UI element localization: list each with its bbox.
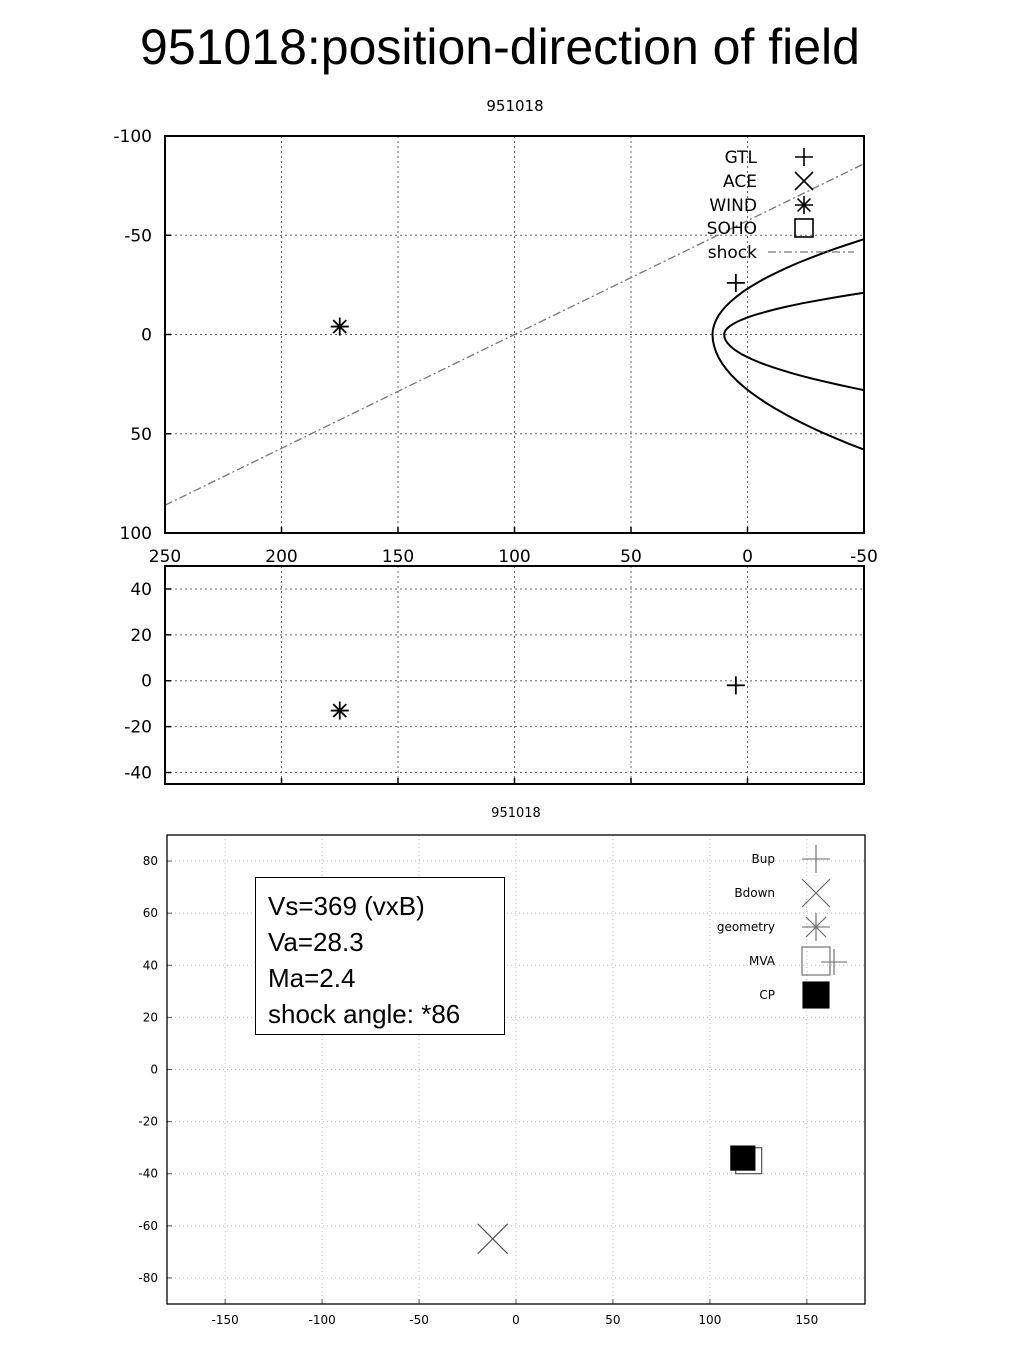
chart1-xtick-label: 200 — [265, 547, 298, 567]
chart3-legend-label: CP — [759, 988, 775, 1002]
chart3-legend-marker — [802, 947, 830, 975]
chart3-xtick-label: -150 — [211, 1313, 239, 1327]
chart3-xtick-label: 0 — [512, 1313, 520, 1327]
chart1-ytick-label: 0 — [141, 325, 152, 346]
chart3-legend-label: Bup — [751, 852, 775, 866]
chart3-ytick-label: -40 — [138, 1166, 158, 1181]
chart3-legend-marker — [802, 913, 830, 941]
chart3-point-bdown — [478, 1224, 508, 1254]
chart3-xtick-label: -50 — [409, 1313, 429, 1327]
chart3-ytick-label: 0 — [150, 1062, 158, 1077]
chart3-ytick-label: -80 — [138, 1270, 158, 1285]
annotation-line-va: Va=28.3 — [268, 927, 364, 957]
chart3-xtick-label: -100 — [308, 1313, 336, 1327]
chart3-xtick-label: 150 — [795, 1313, 819, 1327]
chart3-point-cp — [731, 1146, 755, 1170]
chart2-ytick-label: -40 — [124, 763, 152, 784]
chart2-ytick-label: 20 — [130, 625, 152, 646]
chart1-legend-label: GTL — [724, 148, 757, 168]
chart2-ytick-label: 40 — [130, 579, 152, 600]
chart1-point-gtl — [727, 274, 745, 292]
chart3-legend-label: geometry — [716, 920, 775, 934]
chart3-ytick-label: -20 — [138, 1114, 158, 1129]
chart1-point-wind — [331, 318, 349, 336]
chart3-ytick-label: 60 — [142, 906, 158, 921]
chart1-legend-marker — [795, 219, 813, 237]
annotation-line-ma: Ma=2.4 — [268, 963, 356, 993]
chart1-legend-label: ACE — [723, 172, 757, 192]
chart3-xtick-label: 100 — [698, 1313, 722, 1327]
chart3-legend-marker — [802, 879, 830, 907]
chart1-legend-label: shock — [707, 243, 757, 263]
chart1-ytick-label: 50 — [130, 424, 152, 445]
chart1-magnetopause-curve — [724, 293, 864, 390]
chart3-ytick-label: 80 — [142, 854, 158, 869]
chart2-ytick-label: -20 — [124, 717, 152, 738]
annotation-box — [255, 877, 505, 1035]
chart1-shock-line — [165, 164, 864, 505]
annotation-line-vs: Vs=369 (vxB) — [268, 891, 425, 921]
chart3-legend-marker — [802, 845, 830, 873]
chart1-xtick-label: 0 — [742, 547, 753, 567]
chart1-xtick-label: 100 — [498, 547, 531, 567]
chart3-legend-label: Bdown — [734, 886, 775, 900]
chart1-legend-marker — [795, 196, 813, 214]
chart3-legend-marker — [803, 982, 829, 1008]
chart3-legend-marker-overlap — [821, 949, 847, 975]
chart1-legend-label: WIND — [709, 196, 757, 216]
chart3-ytick-label: -60 — [138, 1218, 158, 1233]
chart1-bow-shock-curve — [713, 239, 865, 449]
chart2-point-gtl — [727, 676, 745, 694]
chart3-title: 951018 — [491, 806, 541, 821]
chart1-xtick-label: -50 — [850, 547, 878, 567]
chart1-xtick-label: 150 — [381, 547, 415, 567]
chart2-point-wind — [331, 702, 349, 720]
chart1-ytick-label: 100 — [119, 524, 152, 544]
chart3-ytick-label: 20 — [142, 1010, 158, 1025]
annotation-line-shock-angle: shock angle: *86 — [268, 999, 461, 1029]
chart1-ytick-label: -50 — [124, 226, 152, 247]
chart1-xtick-label: 250 — [148, 547, 182, 567]
slide-title: 951018:position-direction of field — [140, 19, 860, 75]
chart3-legend-label: MVA — [748, 954, 775, 968]
chart1-ytick-label: -100 — [113, 127, 152, 147]
chart3-xtick-label: 50 — [605, 1313, 621, 1327]
chart1-legend-marker — [795, 172, 813, 190]
chart1-xtick-label: 50 — [620, 547, 642, 567]
chart2-ytick-label: 0 — [141, 671, 152, 692]
chart3-ytick-label: 40 — [142, 958, 158, 973]
chart1-legend-marker — [795, 148, 813, 166]
chart1-title: 951018 — [486, 97, 544, 115]
chart1-legend-label: SOHO — [706, 219, 757, 239]
